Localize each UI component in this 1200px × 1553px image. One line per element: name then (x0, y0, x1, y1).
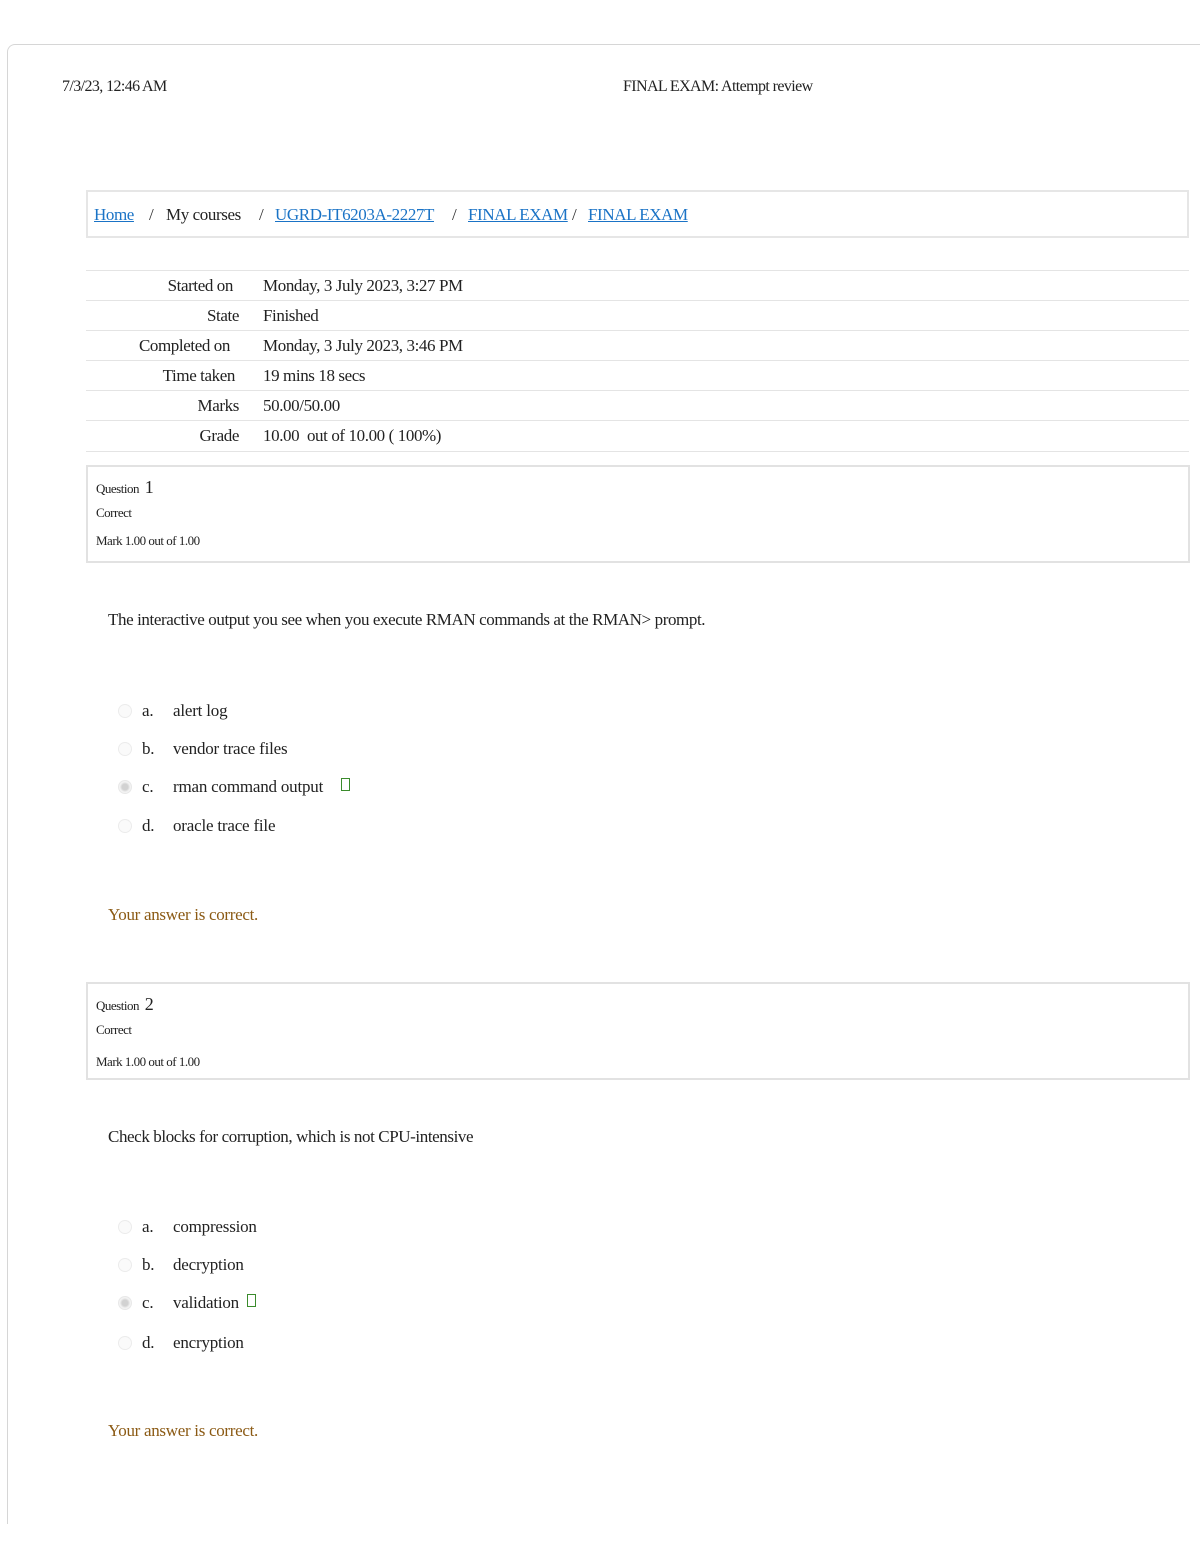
answer-text: vendor trace files (173, 739, 288, 758)
question-grade: Mark 1.00 out of 1.00 (96, 1054, 200, 1069)
answer-letter: c. (142, 777, 154, 796)
question-state: Correct (96, 505, 132, 520)
answer-feedback: Your answer is correct. (108, 1421, 259, 1440)
answer-text: oracle trace file (173, 816, 276, 835)
question-text: Check blocks for corruption, which is not CPU-intensive (108, 1127, 474, 1146)
radio-button[interactable] (118, 819, 132, 833)
breadcrumb-separator: / (259, 205, 264, 224)
answer-text: rman command output (173, 777, 324, 796)
question-info-2 (86, 982, 1190, 1080)
answer-letter: b. (142, 1255, 155, 1274)
radio-button[interactable] (118, 1336, 132, 1350)
answer-text: validation (173, 1293, 239, 1312)
question-text: The interactive output you see when you execute RMAN commands at the RMAN> prompt. (108, 610, 706, 629)
radio-button[interactable] (118, 1220, 132, 1234)
summary-row-marks (86, 390, 1189, 420)
summary-row-time-taken (86, 360, 1189, 390)
summary-label: Completed on (138, 336, 230, 355)
summary-value: 10.00 out of 10.00 ( 100%) (263, 426, 442, 445)
answer-text: encryption (173, 1333, 244, 1352)
summary-value: 50.00/50.00 (263, 396, 340, 415)
question-number-value: 2 (144, 994, 154, 1014)
answer-text: compression (173, 1217, 257, 1236)
summary-row-started (86, 270, 1189, 300)
breadcrumb-section-link[interactable]: FINAL EXAM (468, 205, 568, 224)
breadcrumb-my-courses: My courses (166, 205, 241, 224)
breadcrumb-separator: / (572, 205, 577, 224)
answer-letter: a. (142, 1217, 154, 1236)
question-info-1 (86, 465, 1190, 563)
summary-label: Time taken (162, 366, 235, 385)
question-state: Correct (96, 1022, 132, 1037)
breadcrumb-separator: / (149, 205, 154, 224)
breadcrumb-separator: / (452, 205, 457, 224)
question-label: Question (96, 481, 139, 496)
answer-feedback: Your answer is correct. (108, 905, 259, 924)
summary-value: 19 mins 18 secs (263, 366, 366, 385)
radio-button[interactable] (118, 704, 132, 718)
answer-text: alert log (173, 701, 228, 720)
summary-label: Started on (167, 276, 233, 295)
breadcrumb-home-link[interactable]: Home (94, 205, 134, 224)
radio-button[interactable] (118, 742, 132, 756)
radio-button[interactable] (118, 1258, 132, 1272)
question-number-value: 1 (144, 477, 154, 497)
answer-letter: d. (142, 1333, 155, 1352)
summary-value: Finished (263, 306, 319, 325)
attempt-summary-table (86, 270, 1189, 452)
summary-label: Marks (197, 396, 239, 415)
answer-text: decryption (173, 1255, 244, 1274)
question-grade: Mark 1.00 out of 1.00 (96, 533, 200, 548)
question-number (96, 477, 153, 498)
print-header (62, 78, 1162, 100)
summary-row-completed (86, 330, 1189, 360)
answer-letter: a. (142, 701, 154, 720)
question-label: Question (96, 998, 139, 1013)
breadcrumb-course-link[interactable]: UGRD-IT6203A-2227T (275, 205, 434, 224)
radio-button-checked[interactable] (118, 780, 132, 794)
breadcrumb (86, 190, 1189, 238)
summary-label: State (207, 306, 239, 325)
print-datetime: 7/3/23, 12:46 AM (62, 78, 167, 95)
answer-letter: c. (142, 1293, 154, 1312)
summary-row-state (86, 300, 1189, 330)
answer-letter: d. (142, 816, 155, 835)
correct-check-icon (341, 778, 350, 791)
radio-button-checked[interactable] (118, 1296, 132, 1310)
correct-check-icon (247, 1294, 256, 1307)
answer-letter: b. (142, 739, 155, 758)
summary-row-grade (86, 420, 1189, 452)
summary-value: Monday, 3 July 2023, 3:27 PM (263, 276, 463, 295)
summary-value: Monday, 3 July 2023, 3:46 PM (263, 336, 463, 355)
question-number (96, 994, 153, 1015)
answer-text-wrap (173, 1293, 256, 1313)
breadcrumb-quiz-link[interactable]: FINAL EXAM (588, 205, 688, 224)
summary-label: Grade (199, 426, 239, 445)
print-title: FINAL EXAM: Attempt review (623, 78, 813, 95)
answer-text-wrap (173, 777, 350, 797)
